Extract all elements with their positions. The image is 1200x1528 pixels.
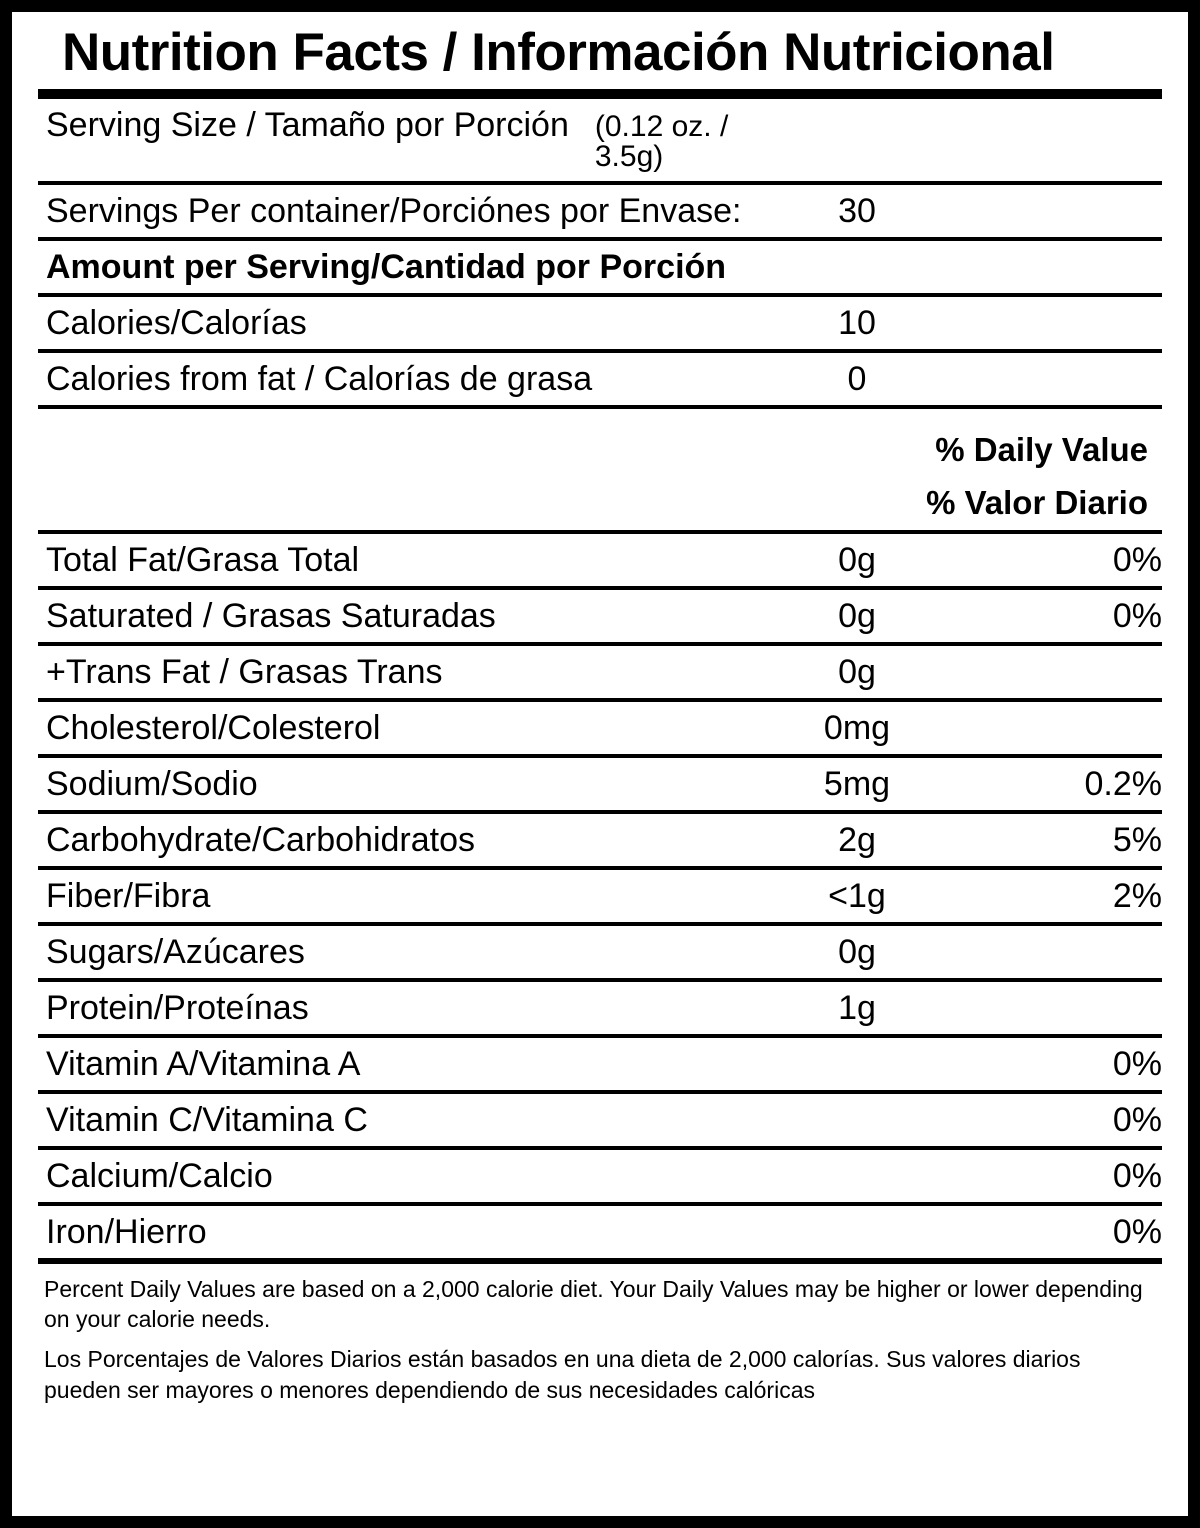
nutrient-label: Total Fat/Grasa Total <box>46 540 360 579</box>
table-row <box>38 926 1162 978</box>
serving-size-label: Serving Size / Tamaño por Porción <box>46 106 569 144</box>
nutrient-amount: 0g <box>838 540 876 579</box>
daily-value-heading-en: % Daily Value <box>935 431 1148 468</box>
calories-row <box>38 297 1162 349</box>
table-row <box>38 534 1162 586</box>
footnote-en: Percent Daily Values are based on a 2,000 calorie diet. Your Daily Values may be higher or lower depending on your calorie needs. <box>44 1275 1143 1332</box>
footnote-es: Los Porcentajes de Valores Diarios están basados en una dieta de 2,000 calorías. Sus valores diarios pueden ser mayores o menores dependiendo de sus necesidades calóricas <box>44 1346 1081 1403</box>
nutrient-amount: 1g <box>838 988 876 1027</box>
nutrient-dv: 0.2% <box>1084 764 1162 803</box>
table-row <box>38 1038 1162 1090</box>
nutrient-label: Fiber/Fibra <box>46 876 211 915</box>
servings-per-container-label: Servings Per container/Porciónes por Envase: <box>46 192 742 230</box>
nutrient-amount: 2g <box>838 820 876 859</box>
servings-per-container-value: 30 <box>838 192 876 230</box>
servings-per-container-row <box>38 185 1162 237</box>
daily-value-heading-es: % Valor Diario <box>926 484 1148 522</box>
footnotes <box>38 1264 1162 1405</box>
nutrient-label: Calcium/Calcio <box>46 1156 273 1195</box>
amount-per-serving-heading-row <box>38 241 1162 293</box>
table-row <box>38 646 1162 698</box>
nutrient-label: Vitamin C/Vitamina C <box>46 1100 368 1139</box>
nutrient-dv: 0% <box>1112 1044 1162 1083</box>
nutrient-amount: 0g <box>838 652 876 691</box>
calories-from-fat-row <box>38 353 1162 405</box>
nutrient-rows <box>38 534 1162 1264</box>
nutrient-dv: 0% <box>1112 540 1162 579</box>
nutrient-label: +Trans Fat / Grasas Trans <box>46 652 443 691</box>
table-row <box>38 702 1162 754</box>
calories-from-fat-label: Calories from fat / Calorías de grasa <box>46 360 593 398</box>
table-row <box>38 870 1162 922</box>
nutrient-label: Sodium/Sodio <box>46 764 258 803</box>
nutrient-amount: 0mg <box>823 708 891 747</box>
nutrient-amount: <1g <box>828 876 886 915</box>
table-row <box>38 814 1162 866</box>
nutrient-label: Iron/Hierro <box>46 1212 207 1251</box>
serving-size-row <box>38 99 1162 181</box>
daily-value-spacer <box>38 409 1162 423</box>
nutrient-dv: 0% <box>1112 1212 1162 1251</box>
nutrient-dv: 0% <box>1112 596 1162 635</box>
calories-value: 10 <box>838 304 876 342</box>
page-title: Nutrition Facts / Información Nutricional <box>62 23 1055 82</box>
calories-from-fat-value: 0 <box>847 360 867 398</box>
nutrient-label: Vitamin A/Vitamina A <box>46 1044 361 1083</box>
nutrient-amount: 5mg <box>823 764 891 803</box>
calories-label: Calories/Calorías <box>46 304 307 342</box>
nutrient-dv: 5% <box>1112 820 1162 859</box>
table-row <box>38 1094 1162 1146</box>
serving-size-value: (0.12 oz. / 3.5g) <box>594 110 729 173</box>
nutrient-amount: 0g <box>838 596 876 635</box>
nutrient-label: Sugars/Azúcares <box>46 932 305 971</box>
divider-title <box>38 89 1162 99</box>
table-row <box>38 590 1162 642</box>
table-row <box>38 1150 1162 1202</box>
amount-per-serving-heading: Amount per Serving/Cantidad por Porción <box>46 248 727 286</box>
nutrient-label: Saturated / Grasas Saturadas <box>46 596 496 635</box>
table-row <box>38 758 1162 810</box>
nutrient-label: Protein/Proteínas <box>46 988 309 1027</box>
table-row <box>38 982 1162 1034</box>
nutrient-label: Cholesterol/Colesterol <box>46 708 381 747</box>
nutrient-amount: 0g <box>838 932 876 971</box>
nutrient-dv: 0% <box>1112 1100 1162 1139</box>
table-row <box>38 1206 1162 1258</box>
nutrient-dv: 2% <box>1112 876 1162 915</box>
nutrient-dv: 0% <box>1112 1156 1162 1195</box>
nutrient-label: Carbohydrate/Carbohidratos <box>46 820 476 859</box>
